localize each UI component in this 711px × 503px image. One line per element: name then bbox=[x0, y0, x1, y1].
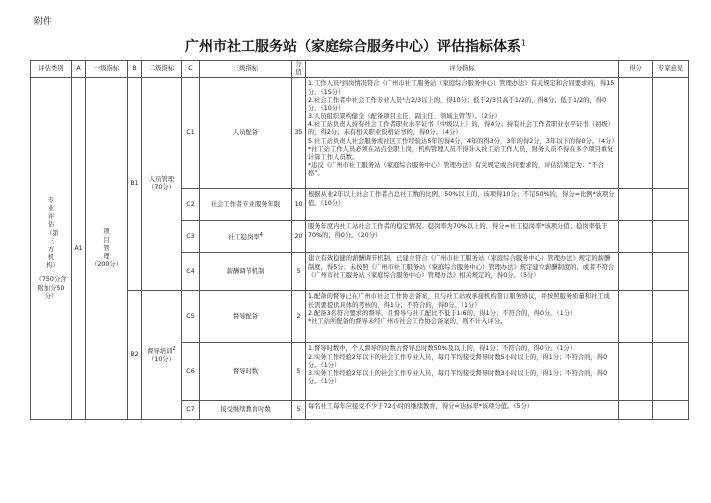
title-text: 广州市社工服务站（家庭综合服务中心）评估指标体系 bbox=[184, 39, 521, 55]
c7-expert[interactable] bbox=[653, 401, 689, 420]
col-score: 分值 bbox=[292, 61, 306, 78]
c6-points[interactable] bbox=[619, 343, 653, 401]
col-b: B bbox=[128, 61, 142, 78]
c2-name: 社会工作者专业服务年限 bbox=[200, 189, 292, 221]
title-footnote: 1 bbox=[520, 38, 527, 48]
table-row bbox=[31, 78, 689, 189]
col-level2: 二级指标 bbox=[142, 61, 182, 78]
criteria-line: 每名社工每年应接受不少于72小时的继续教育，得分=达标率*该项分值。（5分） bbox=[308, 403, 534, 411]
c3-name-cell bbox=[200, 221, 292, 253]
b1-name: 人员管理 bbox=[148, 176, 175, 184]
c4-expert[interactable] bbox=[653, 253, 689, 291]
table-row bbox=[31, 291, 689, 343]
c5-expert[interactable] bbox=[653, 291, 689, 343]
c6-criteria bbox=[306, 343, 619, 401]
c7-score: 5 bbox=[292, 401, 306, 420]
c3-code: C3 bbox=[182, 221, 200, 253]
c5-points[interactable] bbox=[619, 291, 653, 343]
b2-cell bbox=[142, 291, 182, 420]
c1-name: 人员配备 bbox=[200, 78, 292, 189]
c1-code: C1 bbox=[182, 78, 200, 189]
category-text: 专业评估（第三方机构） bbox=[46, 196, 59, 270]
c3-points[interactable] bbox=[619, 221, 653, 253]
c6-code: C6 bbox=[182, 343, 200, 401]
criteria-line: 3.人员组织架构健全（配备项目主任、副主任、领域主管等）。（2分） bbox=[308, 113, 501, 121]
col-level1: 一级指标 bbox=[86, 61, 128, 78]
criteria-line: 建立有效稳健的薪酬调节机制，已建立符合《广州市社工服务站（家庭综合服务中心）管理办法》规定的薪酬制度，得5分；未按照《广州市社工服务站（家庭综合服务中心）管理办法》规定建立薪酬制度的，或者不符合《广州市社工服务站（家庭综合服务中心）管理办法》相关规定的，得0分。（5分） bbox=[308, 255, 615, 279]
criteria-line: 2.实务工作经验2年以下的社会工作专业人员，每月平均接受督导时数5小时以上的，得1分；不符合的，得0分。（1分） bbox=[308, 353, 608, 369]
c1-expert[interactable] bbox=[653, 78, 689, 189]
c3-footnote: 4 bbox=[259, 231, 263, 238]
a-score: （200分） bbox=[91, 261, 122, 269]
c6-name: 督导时数 bbox=[200, 343, 292, 401]
c5-code: C5 bbox=[182, 291, 200, 343]
col-level3: 三级指标 bbox=[200, 61, 292, 78]
c1-criteria bbox=[306, 78, 619, 189]
c7-criteria bbox=[306, 401, 619, 420]
c2-code: C2 bbox=[182, 189, 200, 221]
c7-points[interactable] bbox=[619, 401, 653, 420]
c6-expert[interactable] bbox=[653, 343, 689, 401]
c4-code: C4 bbox=[182, 253, 200, 291]
c2-expert[interactable] bbox=[653, 189, 689, 221]
b2-footnote: 2 bbox=[172, 346, 176, 353]
category-cell bbox=[31, 78, 72, 420]
col-a: A bbox=[72, 61, 86, 78]
col-points: 得分 bbox=[619, 61, 653, 78]
c2-score: 10 bbox=[292, 189, 306, 221]
header-row bbox=[31, 61, 689, 78]
col-expert: 专家意见 bbox=[653, 61, 689, 78]
criteria-line: 2.社会工作者中社会工作专业人员³占2/3以上的，得10分；低于2/3且高于1/2的，得8分；低于1/2的，得0分。（10分） bbox=[308, 96, 607, 112]
col-category: 评估类别 bbox=[31, 61, 72, 78]
criteria-line: 2.配备3名符合要求的督导，且督导与社工配比不低于1:6的，得1分；不符合的，得0分。（1分） bbox=[308, 309, 577, 317]
category-note: （750分含附加分50分） bbox=[35, 276, 67, 300]
c3-criteria bbox=[306, 221, 619, 253]
c4-name: 薪酬调节机制 bbox=[200, 253, 292, 291]
b1-cell bbox=[142, 78, 182, 291]
b2-name: 督导培训 bbox=[147, 348, 173, 356]
c3-score: 20 bbox=[292, 221, 306, 253]
c2-criteria bbox=[306, 189, 619, 221]
c3-expert[interactable] bbox=[653, 221, 689, 253]
c7-name: 接受继续教育时数 bbox=[200, 401, 292, 420]
c4-score: 5 bbox=[292, 253, 306, 291]
criteria-line: 1.工作人员²到岗情况符合《广州市社工服务站（家庭综合服务中心）管理办法》有关规定和合同要求的，得15分。（15分） bbox=[308, 80, 615, 96]
c2-points[interactable] bbox=[619, 189, 653, 221]
page-title bbox=[0, 36, 711, 56]
c3-name: 社工稳岗率 bbox=[228, 233, 260, 241]
c5-score: 2 bbox=[292, 291, 306, 343]
attachment-label: 附件 bbox=[34, 17, 53, 27]
b1-code: B1 bbox=[128, 78, 142, 291]
criteria-line: 根据从业2年以上社会工作者占总社工数的比例，50%以上的，该项得10分；不足50%的，得分=比例*该项分值。（10分） bbox=[308, 191, 615, 207]
c4-points[interactable] bbox=[619, 253, 653, 291]
a-name: 项目管理 bbox=[103, 228, 110, 260]
criteria-line: 3.实务工作经验2年以上的社会工作专业人员，每月平均接受督导时数3小时以上的，得1分；不符合的，得0分。（1分） bbox=[308, 369, 608, 386]
col-criteria: 评分指标 bbox=[306, 61, 619, 78]
criteria-line: 服务年度内社工站社会工作者的稳定情况。稳岗率为70%以上的，得分=社工稳岗率*该项分值；稳岗率低于70%的，得0分。（20分） bbox=[308, 223, 608, 239]
c5-name: 督导配备 bbox=[200, 291, 292, 343]
c7-code: C7 bbox=[182, 401, 200, 420]
a-cell bbox=[86, 78, 128, 420]
criteria-line: *社工站工作人员必须在站点全职上岗，机构管理人员不得计入社工站工作人员，财务人员不得在多个项目重复计算工作人员数。 bbox=[308, 145, 614, 161]
criteria-line: 1.督导时数中，个人督导的时数占督导总时数50%及以上的，得1分；不符合的，得0分。（1分） bbox=[308, 345, 577, 353]
indicator-table bbox=[30, 60, 689, 420]
c1-score: 35 bbox=[292, 78, 306, 189]
b2-name-wrap bbox=[144, 346, 179, 356]
criteria-line: 1.配备的督导已在广州市社会工作协会备案，且与社工站或承接机构签订服务协议，并按照服务质量和社工成长需要提供具体的考核的，得1分；不符合的，得0分。（1分） bbox=[308, 293, 610, 309]
c1-points[interactable] bbox=[619, 78, 653, 189]
criteria-line: 5.社工站负责人社会服务或社区工作经验达5年的得4分，4年的得3分，3年的得2分，3年以下的得0分。（4分） bbox=[308, 137, 618, 145]
b2-score: （10分） bbox=[148, 356, 175, 364]
c6-score: 5 bbox=[292, 343, 306, 401]
c4-criteria bbox=[306, 253, 619, 291]
criteria-line: *社工站所配备的督导未经广州市社会工作协会备案的，则不计入评分。 bbox=[308, 317, 507, 325]
b1-score: （70分） bbox=[148, 184, 175, 192]
col-c: C bbox=[182, 61, 200, 78]
criteria-line: 4.社工站负责人持有社会工作者职业水平证书（中级以上）的，得4分；持有社会工作者职业水平证书（初级）的，得2分；未有相关职业资格证书的，得0分。（4分） bbox=[308, 121, 614, 137]
c5-criteria bbox=[306, 291, 619, 343]
b2-code: B2 bbox=[128, 291, 142, 420]
a-code: A1 bbox=[72, 78, 86, 420]
criteria-line: *违反《广州市社工服务站（家庭综合服务中心）管理办法》有关规定或合同要求的，评估结果定为：“不合格”。 bbox=[308, 162, 605, 178]
